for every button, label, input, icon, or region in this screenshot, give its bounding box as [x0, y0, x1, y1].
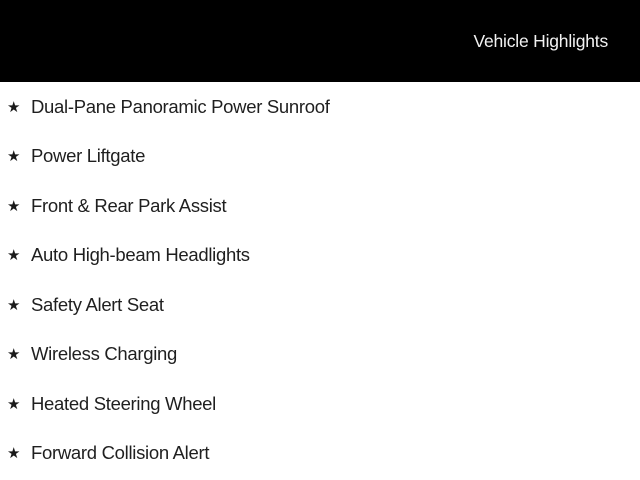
highlight-label: Dual-Pane Panoramic Power Sunroof	[31, 95, 330, 117]
highlight-label: Forward Collision Alert	[31, 442, 210, 464]
star-icon: ★	[7, 445, 21, 463]
highlight-label: Heated Steering Wheel	[31, 392, 216, 414]
star-icon: ★	[7, 395, 21, 413]
highlight-label: Power Liftgate	[31, 145, 146, 167]
star-icon: ★	[7, 296, 21, 314]
highlights-header	[0, 0, 640, 82]
list-item	[0, 280, 640, 330]
highlight-label: Safety Alert Seat	[31, 293, 164, 315]
star-icon: ★	[7, 197, 21, 215]
page-title: Vehicle Highlights	[473, 30, 608, 51]
list-item	[0, 181, 640, 231]
star-icon: ★	[7, 346, 21, 364]
list-item	[0, 379, 640, 429]
list-item	[0, 231, 640, 281]
list-item	[0, 82, 640, 132]
star-icon: ★	[7, 98, 21, 116]
list-item	[0, 132, 640, 182]
highlight-label: Wireless Charging	[31, 343, 178, 365]
highlight-label: Auto High-beam Headlights	[31, 244, 250, 266]
list-item	[0, 429, 640, 479]
highlights-list	[0, 82, 640, 480]
list-item	[0, 330, 640, 380]
star-icon: ★	[7, 247, 21, 265]
star-icon: ★	[7, 148, 21, 166]
highlight-label: Front & Rear Park Assist	[31, 194, 227, 216]
